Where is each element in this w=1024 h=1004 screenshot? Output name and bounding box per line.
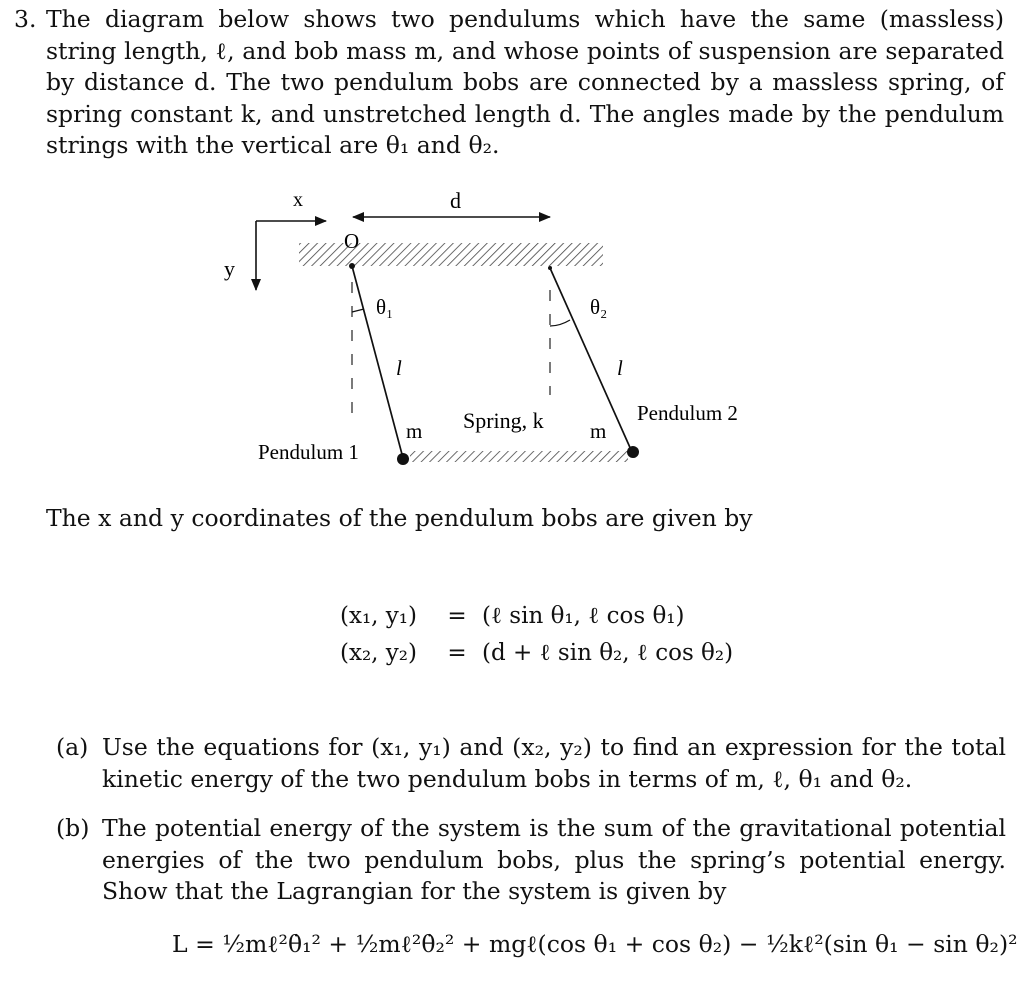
problem-number: 3. bbox=[14, 5, 37, 33]
part-a bbox=[56, 732, 1006, 795]
part-b-text: The potential energy of the system is the sum of the gravitational potential energies of the two pendulum bobs, plus the spring’s potential energy. Show that the Lagrangian for the system is given by bbox=[102, 814, 1006, 905]
x-axis-label: x bbox=[293, 189, 303, 211]
equation-row-1 bbox=[340, 598, 733, 635]
eq1-lhs: (x₁, y₁) bbox=[340, 603, 417, 629]
mass1-label: m bbox=[406, 419, 423, 443]
coordinates-intro: The x and y coordinates of the pendulum bobs are given by bbox=[46, 504, 753, 532]
theta1-label: θ₁ bbox=[376, 295, 394, 319]
theta2-label: θ₂ bbox=[590, 295, 608, 319]
part-b-label: (b) bbox=[56, 814, 90, 842]
bob-2 bbox=[627, 446, 639, 458]
eq1-rhs: (ℓ sin θ₁, ℓ cos θ₁) bbox=[482, 603, 685, 629]
coordinate-equations bbox=[340, 598, 733, 672]
theta2-arc bbox=[550, 320, 570, 326]
part-a-text: Use the equations for (x₁, y₁) and (x₂, y₂) to find an expression for the total kinetic energy of the two pendulum bobs in terms of m, ℓ, θ₁ and θ₂. bbox=[102, 733, 1006, 793]
spring bbox=[410, 451, 628, 462]
eq2-rhs: (d + ℓ sin θ₂, ℓ cos θ₂) bbox=[482, 640, 734, 666]
distance-label: d bbox=[450, 188, 461, 213]
eq1-equals: = bbox=[447, 603, 467, 629]
equation-row-2 bbox=[340, 635, 733, 672]
lagrangian-equation: L = ½mℓ²θ̇₁² + ½mℓ²θ̇₂² + mgℓ(cos θ₁ + cos θ₂) − ½kℓ²(sin θ₁ − sin θ₂)² bbox=[172, 930, 1018, 958]
eq2-equals: = bbox=[447, 640, 467, 666]
theta1-arc bbox=[352, 309, 364, 312]
length1-label: l bbox=[396, 356, 402, 380]
problem-intro-text: The diagram below shows two pendulums which have the same (massless) string length, ℓ, and bob mass m, and whose points of suspension are separated by distance d. The two pendulum bobs are connected by a massless spring, of spring constant k, and unstretched length d. The angles made by the pendulum strings with the vertical are θ₁ and θ₂. bbox=[46, 5, 1004, 159]
part-b bbox=[56, 813, 1006, 908]
part-a-label: (a) bbox=[56, 733, 89, 761]
bob-1 bbox=[397, 453, 409, 465]
length2-label: l bbox=[617, 356, 623, 380]
pendulum2-label: Pendulum 2 bbox=[637, 401, 738, 425]
eq2-lhs: (x₂, y₂) bbox=[340, 640, 417, 666]
mass2-label: m bbox=[590, 419, 607, 443]
pendulum1-label: Pendulum 1 bbox=[258, 440, 359, 464]
y-axis-label: y bbox=[224, 256, 235, 281]
origin-label: O bbox=[344, 229, 360, 253]
spring-label: Spring, k bbox=[463, 408, 544, 433]
